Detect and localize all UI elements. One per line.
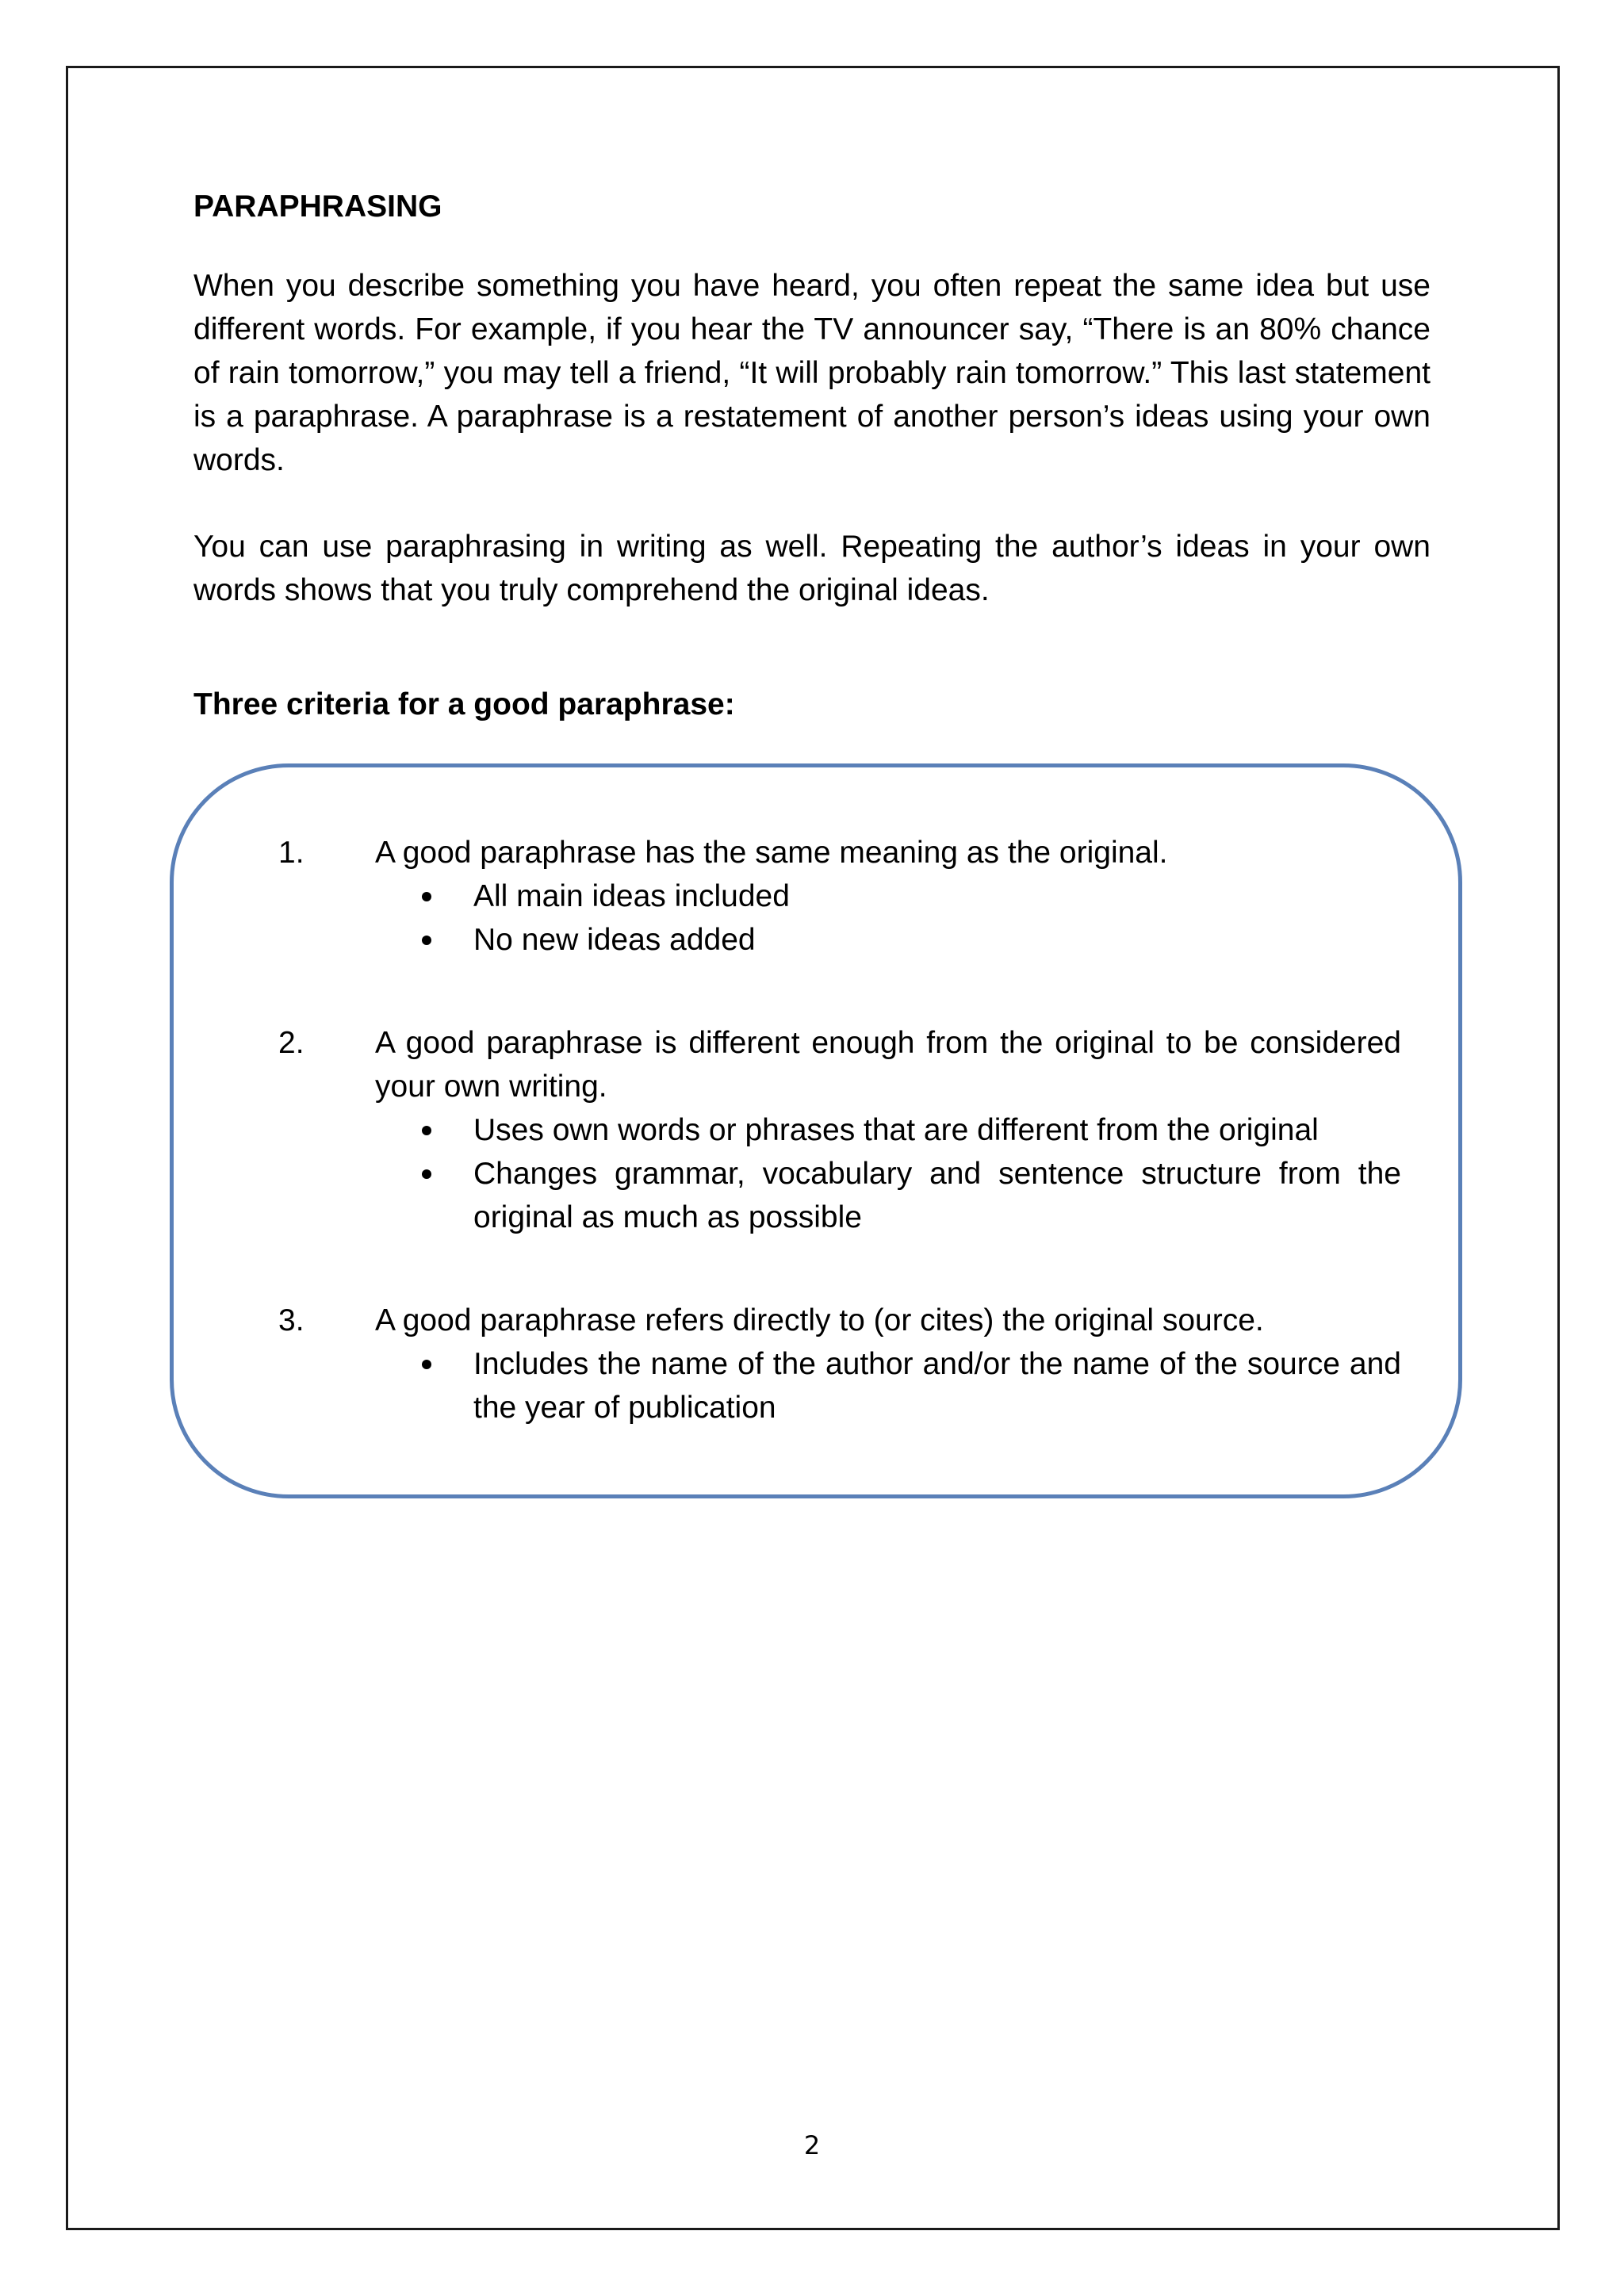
list-item xyxy=(0,918,1624,962)
bullet-icon xyxy=(422,892,431,901)
bullet-text: Includes the name of the author and/or the name of the source and the year of publication xyxy=(473,1347,1401,1425)
bullet-icon xyxy=(422,1126,431,1135)
bullet-text: No new ideas added xyxy=(473,923,756,957)
list-item xyxy=(0,874,1624,918)
page-title: PARAPHRASING xyxy=(193,189,442,224)
criterion-bullets xyxy=(0,874,1624,962)
bullet-icon xyxy=(422,1169,431,1179)
page-number: 2 xyxy=(803,2130,821,2160)
criterion-text: A good paraphrase is different enough from the original to be considered your own writing. xyxy=(375,1026,1401,1104)
bullet-text: Uses own words or phrases that are different from the original xyxy=(473,1113,1319,1147)
criterion-bullets xyxy=(0,1342,1624,1429)
criterion-bullets xyxy=(0,1108,1624,1239)
bullet-icon xyxy=(422,936,431,945)
criterion-text: A good paraphrase refers directly to (or cites) the original source. xyxy=(375,1303,1264,1337)
bullet-text: Changes grammar, vocabulary and sentence structure from the original as much as possible xyxy=(473,1157,1401,1234)
criterion-text: A good paraphrase has the same meaning as the original. xyxy=(375,836,1168,870)
criterion-number: 3. xyxy=(278,1303,304,1337)
intro-paragraph: When you describe something you have heard, you often repeat the same idea but use different words. For example, if you hear the TV announcer say, “There is an 80% chance of rain tomorrow,” you may tell a friend, “It will probably rain tomorrow.” This last statement is a paraphrase. A paraphrase is a restatement of another person’s ideas using your own words. xyxy=(193,269,1431,477)
criterion-number: 1. xyxy=(278,836,304,870)
list-item xyxy=(0,1108,1624,1152)
list-item xyxy=(0,1152,1624,1239)
bullet-icon xyxy=(422,1360,431,1369)
criterion-number: 2. xyxy=(278,1026,304,1060)
criteria-heading: Three criteria for a good paraphrase: xyxy=(193,687,735,721)
writing-paragraph: You can use paraphrasing in writing as well. Repeating the author’s ideas in your own words shows that you truly comprehend the original ideas. xyxy=(193,530,1431,607)
bullet-text: All main ideas included xyxy=(473,879,790,913)
list-item xyxy=(0,1342,1624,1429)
